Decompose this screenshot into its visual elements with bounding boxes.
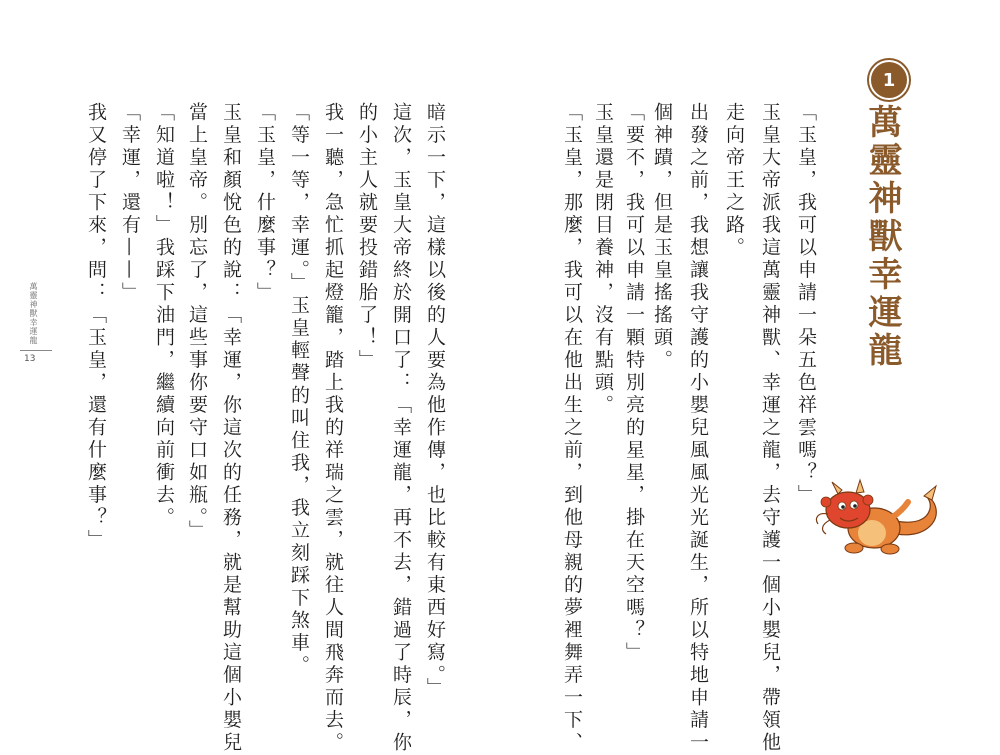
text-column: 個神蹟，但是玉皇搖搖頭。 (651, 102, 673, 372)
text-column: 玉皇和顏悅色的說：「幸運，你這次的任務，就是幫助這個小嬰兒 (220, 102, 242, 755)
text-column: 「幸運，還有——」 (119, 102, 141, 305)
chapter-number: 1 (882, 69, 896, 91)
text-column: 我又停了下來，問：「玉皇，還有什麼事？」 (85, 102, 107, 552)
text-column: 暗示一下，這樣以後的人要為他作傳，也比較有東西好寫。」 (424, 102, 446, 700)
text-column: 「玉皇，那麼，我可以在他出生之前，到他母親的夢裡舞弄一下、 (561, 102, 583, 755)
text-column: 玉皇大帝派我這萬靈神獸、幸運之龍，去守護一個小嬰兒，帶領他 (759, 102, 781, 755)
page-number: 13 (24, 354, 36, 364)
text-column: 「玉皇，我可以申請一朵五色祥雲嗎？」 (795, 102, 817, 507)
footer-rule (20, 350, 52, 351)
text-column: 出發之前，我想讓我守護的小嬰兒風風光光誕生，所以特地申請一 (687, 102, 709, 755)
text-column: 當上皇帝。別忘了，這些事你要守口如瓶。」 (186, 102, 208, 543)
text-column: 「玉皇，什麼事？」 (254, 102, 276, 305)
text-column: 「知道啦！」我踩下油門，繼續向前衝去。 (153, 102, 175, 530)
text-column: 我一聽，急忙抓起燈籠，踏上我的祥瑞之雲，就往人間飛奔而去。 (322, 102, 344, 755)
text-column: 玉皇還是閉目養神，沒有點頭。 (592, 102, 614, 417)
chapter-number-badge (869, 60, 909, 100)
text-column: 「要不，我可以申請一顆特別亮的星星，掛在天空嗎？」 (623, 102, 645, 665)
text-column: 這次，玉皇大帝終於開口了：「幸運龍，再不去，錯過了時辰，你 (390, 102, 412, 755)
text-column: 「等一等，幸運。」玉皇輕聲的叫住我，我立刻踩下煞車。 (288, 102, 310, 678)
chapter-title: 萬靈神獸幸運龍 (862, 104, 902, 370)
text-column: 的小主人就要投錯胎了！」 (356, 102, 378, 372)
running-title: 萬靈神獸幸運龍 (29, 282, 38, 345)
text-column: 走向帝王之路。 (723, 102, 745, 260)
dragon-illustration (812, 478, 944, 560)
